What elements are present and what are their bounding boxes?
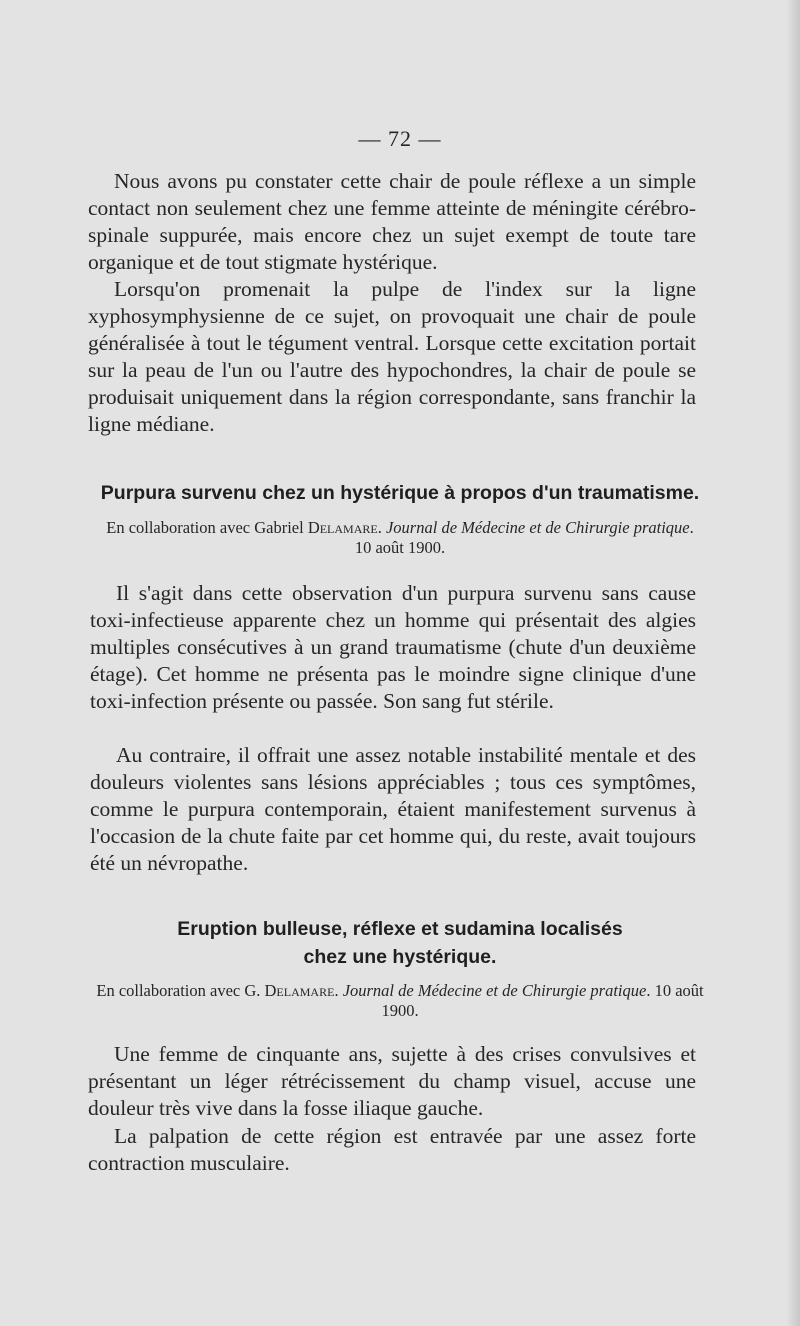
section-2-citation: En collaboration avec G. Delamare. Journal de Médecine et de Chirurgie pratique. 10 août 1900. [96, 981, 704, 1020]
section-1-citation-date: 10 août 1900. [354, 538, 446, 557]
intro-paragraph-2: Lorsqu'on promenait la pulpe de l'index sur la ligne xyphosymphysienne de ce sujet, on provoquait une chair de poule généralisée à tout le tégument ventral. Lorsque cette excitation portait sur la peau de l'un ou l'autre des hypochondres, la chair de poule se produisait uniquement dans la région correspondante, sans franchir la ligne médiane. [88, 277, 696, 436]
section-2-title [60, 915, 740, 971]
section-2-citation-date: 10 août 1900. [381, 981, 704, 1020]
section-2-title-line-2: chez une hystérique. [303, 946, 497, 968]
section-1-title: Purpura survenu chez un hystérique à propos d'un traumatisme. [100, 482, 700, 504]
section-1-citation-journal: Journal de Médecine et de Chirurgie pratique [385, 518, 690, 537]
section-2-citation-author: Delamare [264, 981, 335, 1000]
section-2-citation-prefix: En collaboration avec G. [96, 981, 261, 1000]
section-2-citation-journal: Journal de Médecine et de Chirurgie pratique [342, 981, 647, 1000]
section-1-citation-prefix: En collaboration avec Gabriel [106, 518, 304, 537]
section-1-paragraph-2: Au contraire, il offrait une assez notable instabilité mentale et des douleurs violentes sans lésions appréciables ; tous ces symptômes, comme le purpura contemporain, étaient manifestement survenus à l'occasion de la chute faite par cet homme qui, du reste, avait toujours été un névropathe. [90, 743, 696, 875]
section-1-paragraph-1: Il s'agit dans cette observation d'un purpura survenu sans cause toxi-infectieuse apparente chez un homme qui présentait des algies multiples consécutives à un grand traumatisme (chute d'un deuxième étage). Cet homme ne présenta pas le moindre signe clinique d'une toxi-infection présente ou passée. Son sang fut stérile. [90, 581, 696, 713]
section-2-paragraph-1: Une femme de cinquante ans, sujette à des crises convulsives et présentant un léger rétrécissement du champ visuel, accuse une douleur très vive dans la fosse iliaque gauche. [88, 1042, 696, 1120]
section-2-title-line-1: Eruption bulleuse, réflexe et sudamina localisés [177, 918, 623, 940]
section-2-paragraph-2: La palpation de cette région est entravée par une assez forte contraction musculaire. [88, 1124, 696, 1175]
page-number: — 72 — [358, 126, 442, 151]
section-1-citation-author: Delamare [307, 518, 378, 537]
section-1-citation: En collaboration avec Gabriel Delamare. Journal de Médecine et de Chirurgie pratique. 10 août 1900. [106, 518, 694, 557]
intro-paragraph-1: Nous avons pu constater cette chair de poule réflexe a un simple contact non seulement chez une femme atteinte de méningite cérébro-spinale suppurée, mais encore chez un sujet exempt de toute tare organique et de tout stigmate hystérique. [88, 169, 696, 274]
